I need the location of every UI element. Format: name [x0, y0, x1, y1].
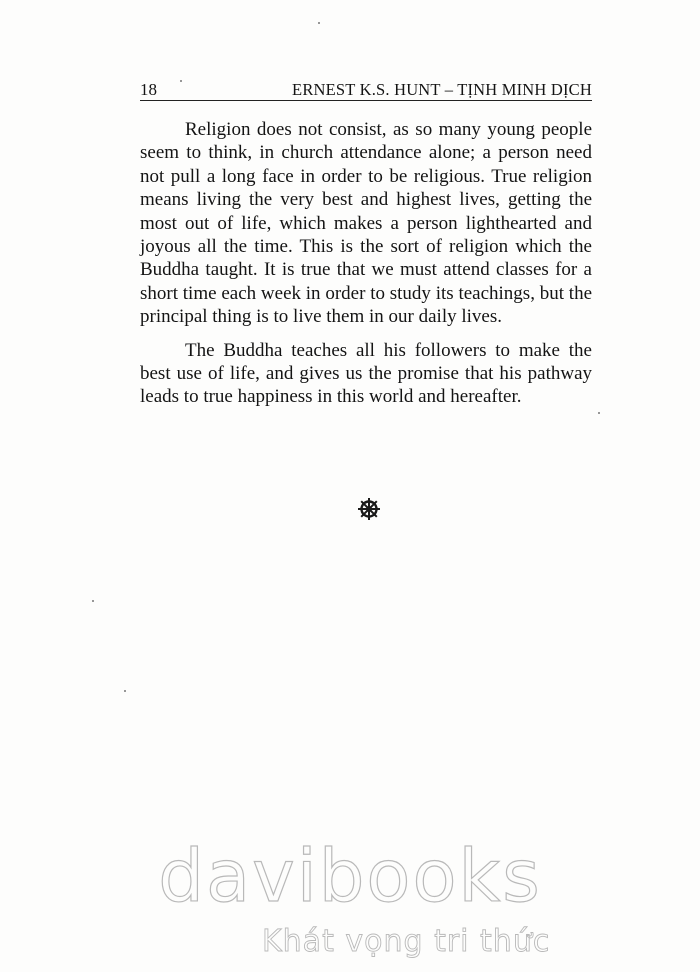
dharma-wheel-icon [357, 497, 381, 521]
header-rule [140, 100, 592, 101]
scan-speck [180, 80, 182, 82]
scan-speck [92, 600, 94, 602]
body-text [140, 118, 592, 419]
scan-speck [598, 412, 600, 414]
paragraph-1: Religion does not consist, as so many young people seem to think, in church attendance alone; a person need not pull a long face in order to be religious. True religion means living the very best and highest lives, getting the most out of life, which makes a person lighthearted and joyous all the time. This is the sort of religion which the Buddha taught. It is true that we must attend classes for a short time each week in order to study its teachings, but the principal thing is to live them in our daily lives. [140, 119, 592, 328]
paragraph-2: The Buddha teaches all his followers to make the best use of life, and gives us the promise that his pathway leads to true happiness in this world and hereafter. [140, 339, 592, 408]
scan-speck [124, 690, 126, 692]
page-number: 18 [140, 80, 157, 99]
page-header [140, 78, 592, 100]
scan-speck [318, 22, 320, 24]
watermark-tagline: Khát vọng tri thức [262, 924, 551, 959]
running-head: ERNEST K.S. HUNT – TỊNH MINH DỊCH [292, 80, 592, 99]
watermark-brand: davibooks [158, 834, 542, 918]
